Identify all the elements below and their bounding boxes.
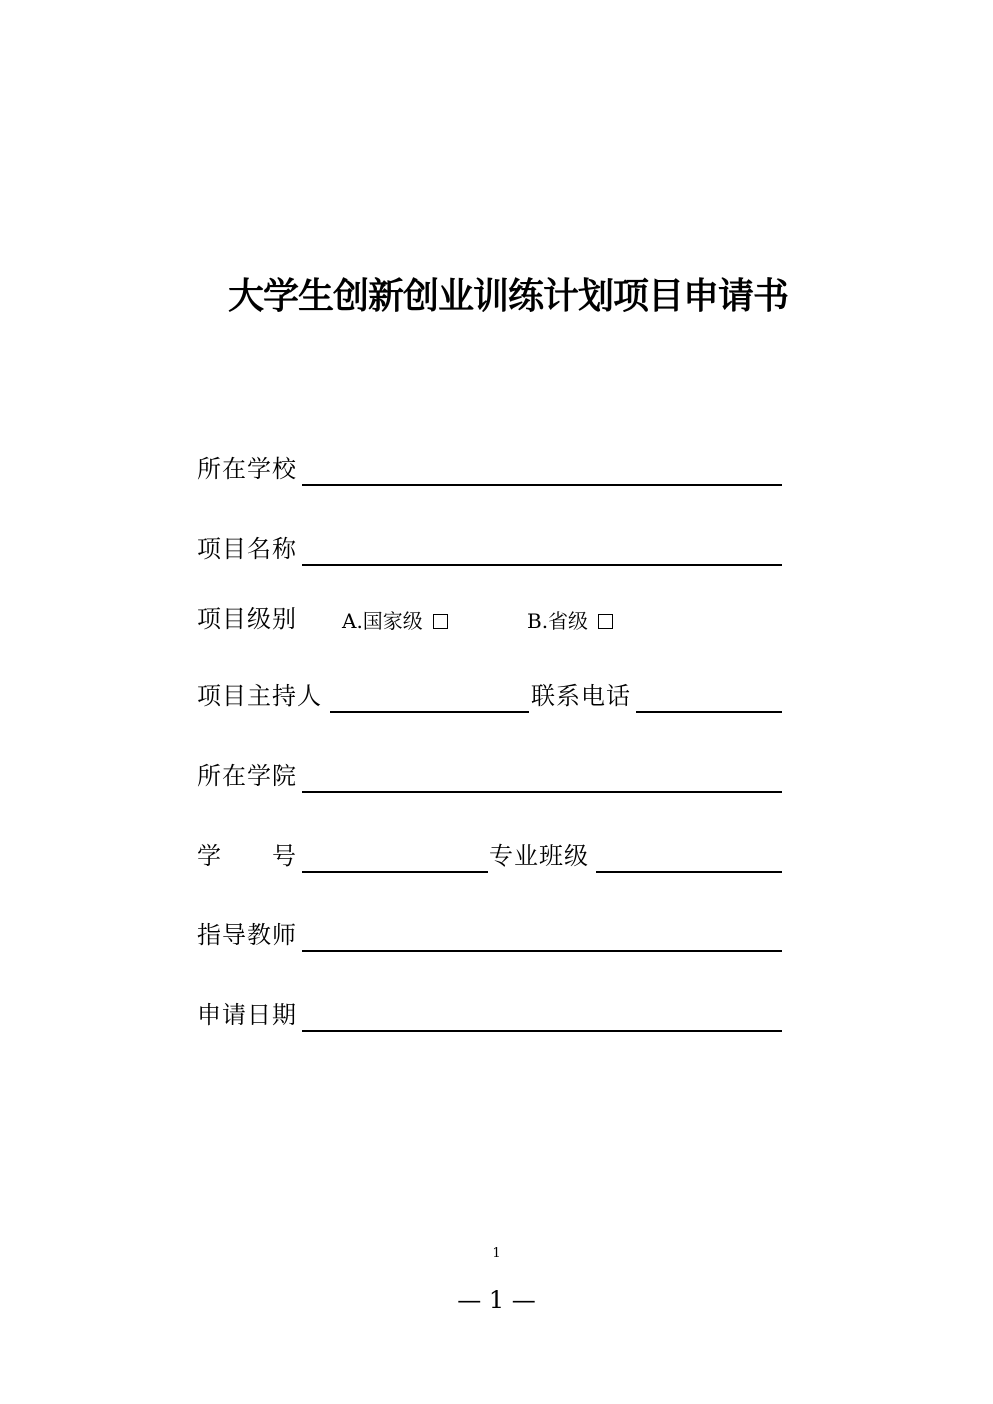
student-id-label: 学 号 (197, 842, 297, 870)
major-class-label: 专业班级 (489, 842, 589, 870)
host-label: 项目主持人 (197, 682, 322, 710)
school-field[interactable] (302, 484, 782, 486)
project-name-row (197, 530, 782, 566)
host-phone-row (197, 677, 782, 713)
phone-label: 联系电话 (531, 682, 631, 710)
apply-date-field[interactable] (302, 1030, 782, 1032)
level-option-national-label: A.国家级 (342, 609, 423, 633)
provincial-checkbox[interactable] (598, 614, 613, 629)
college-field[interactable] (302, 791, 782, 793)
major-class-field[interactable] (596, 871, 782, 873)
level-option-provincial[interactable] (527, 605, 613, 634)
project-name-field[interactable] (302, 564, 782, 566)
phone-field[interactable] (636, 711, 782, 713)
project-level-label: 项目级别 (197, 605, 297, 633)
school-row (197, 450, 782, 486)
college-label: 所在学院 (197, 762, 297, 790)
national-checkbox[interactable] (433, 614, 448, 629)
level-option-national[interactable] (342, 605, 448, 634)
project-name-label: 项目名称 (197, 535, 297, 563)
project-level-row (197, 600, 782, 636)
college-row (197, 757, 782, 793)
level-option-provincial-label: B.省级 (527, 609, 589, 633)
apply-date-row (197, 996, 782, 1032)
advisor-row (197, 916, 782, 952)
student-id-major-row (197, 837, 782, 873)
host-field[interactable] (330, 711, 529, 713)
advisor-label: 指导教师 (197, 921, 297, 949)
advisor-field[interactable] (302, 950, 782, 952)
page-footer: — 1 — (457, 1286, 536, 1314)
document-title: 大学生创新创业训练计划项目申请书 (227, 276, 788, 317)
school-label: 所在学校 (197, 455, 297, 483)
page-number-small: 1 (492, 1246, 501, 1261)
apply-date-label: 申请日期 (197, 1001, 297, 1029)
student-id-field[interactable] (302, 871, 488, 873)
